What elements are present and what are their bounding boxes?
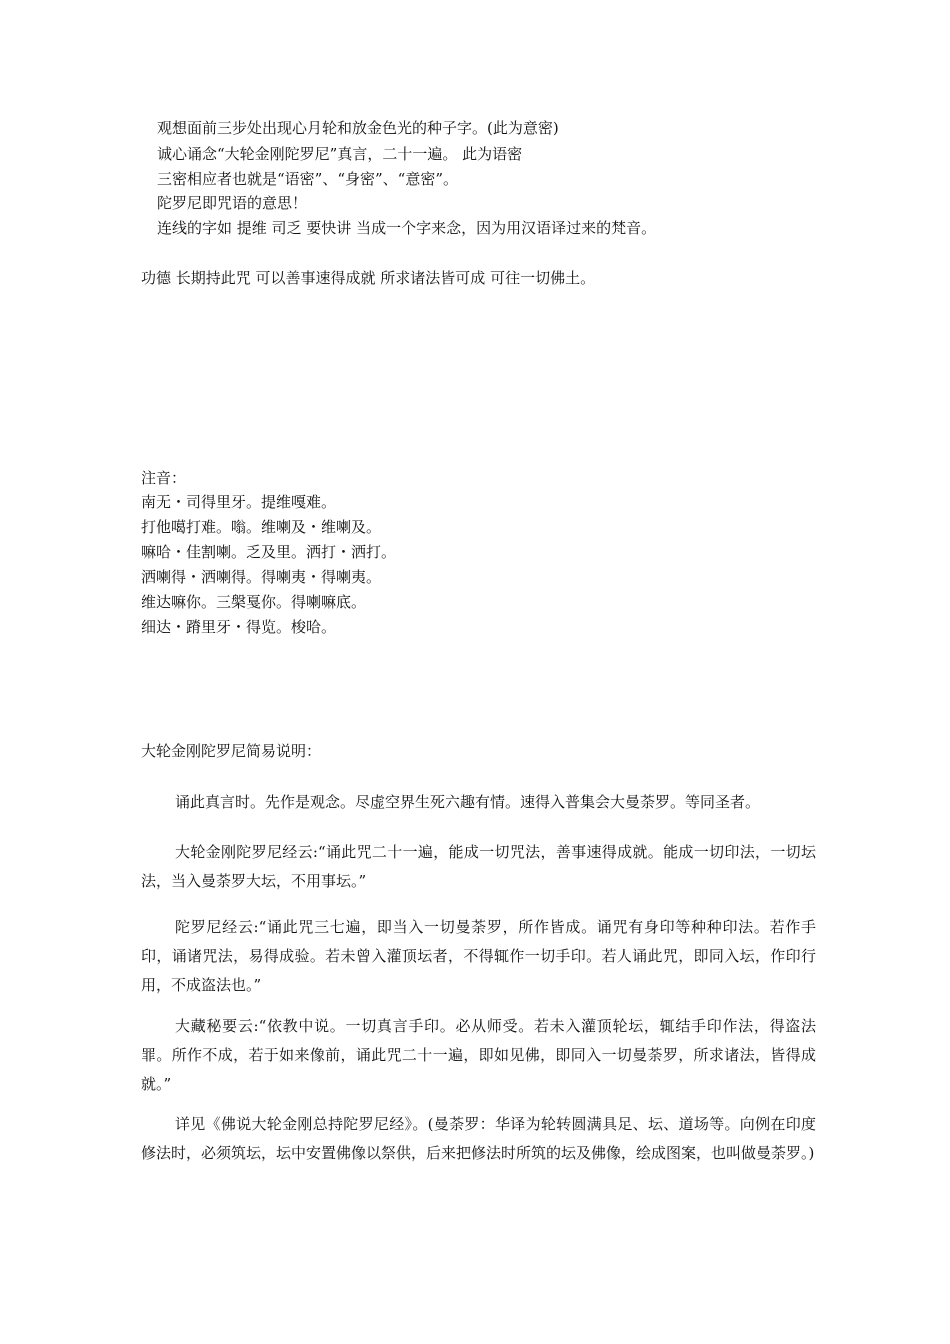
intro-line: 连线的字如 提维 司乏 要快讲 当成一个字来念，因为用汉语译过来的梵音。: [157, 219, 657, 237]
merit-line: 功德 长期持此咒 可以善事速得成就 所求诸法皆可成 可往一切佛土。: [141, 269, 596, 287]
explanation-paragraph: 大藏秘要云:“依教中说。一切真言手印。必从师受。若未入灌顶轮坛，辄结手印作法，得盗法罪。所作不成，若于如来像前，诵此咒二十一遍，即如见佛，即同入一切曼荼罗，所求诸法，皆得成就。”: [141, 1017, 816, 1093]
phonetic-line: 南无・司得里牙。提维嘎难。: [141, 493, 337, 511]
intro-line: 三密相应者也就是“语密”、“身密”、“意密”。: [157, 170, 459, 188]
phonetic-line: 细达・蹐里牙・得览。梭哈。: [141, 618, 337, 636]
explanation-paragraph: 大轮金刚陀罗尼经云:“诵此咒二十一遍，能成一切咒法，善事速得成就。能成一切印法，一切坛法，当入曼荼罗大坛，不用事坛。”: [141, 843, 816, 890]
explanation-paragraph: 诵此真言时。先作是观念。尽虚空界生死六趣有情。速得入普集会大曼荼罗。等同圣者。: [175, 793, 761, 811]
phonetic-line: 维达嘛你。三槃戛你。得喇嘛底。: [141, 593, 367, 611]
phonetic-line: 洒喇得・洒喇得。得喇夷・得喇夷。: [141, 568, 382, 586]
explanation-heading: 大轮金刚陀罗尼简易说明：: [141, 742, 322, 760]
phonetic-line: 打他噶打难。嗡。维喇及・维喇及。: [141, 518, 382, 536]
intro-line: 观想面前三步处出现心月轮和放金色光的种子字。(此为意密): [157, 119, 559, 137]
phonetic-line: 嘛哈・佳割喇。乏及里。洒打・洒打。: [141, 543, 397, 561]
intro-line: 陀罗尼即咒语的意思！: [157, 194, 308, 212]
explanation-paragraph: 详见《佛说大轮金刚总持陀罗尼经》。(曼荼罗：华译为轮转圆满具足、坛、道场等。向例在印度修法时，必须筑坛，坛中安置佛像以祭供，后来把修法时所筑的坛及佛像，绘成图案，也叫做曼荼罗。): [141, 1115, 816, 1162]
intro-line: 诚心诵念“大轮金刚陀罗尼”真言，二十一遍。 此为语密: [157, 145, 523, 163]
phonetic-heading: 注音：: [141, 469, 187, 487]
explanation-paragraph: 陀罗尼经云:“诵此咒三七遍，即当入一切曼荼罗，所作皆成。诵咒有身印等种种印法。若作手印，诵诸咒法，易得成验。若未曾入灌顶坛者，不得辄作一切手印。若人诵此咒，即同入坛，作印行用，不成盗法也。”: [141, 918, 816, 994]
